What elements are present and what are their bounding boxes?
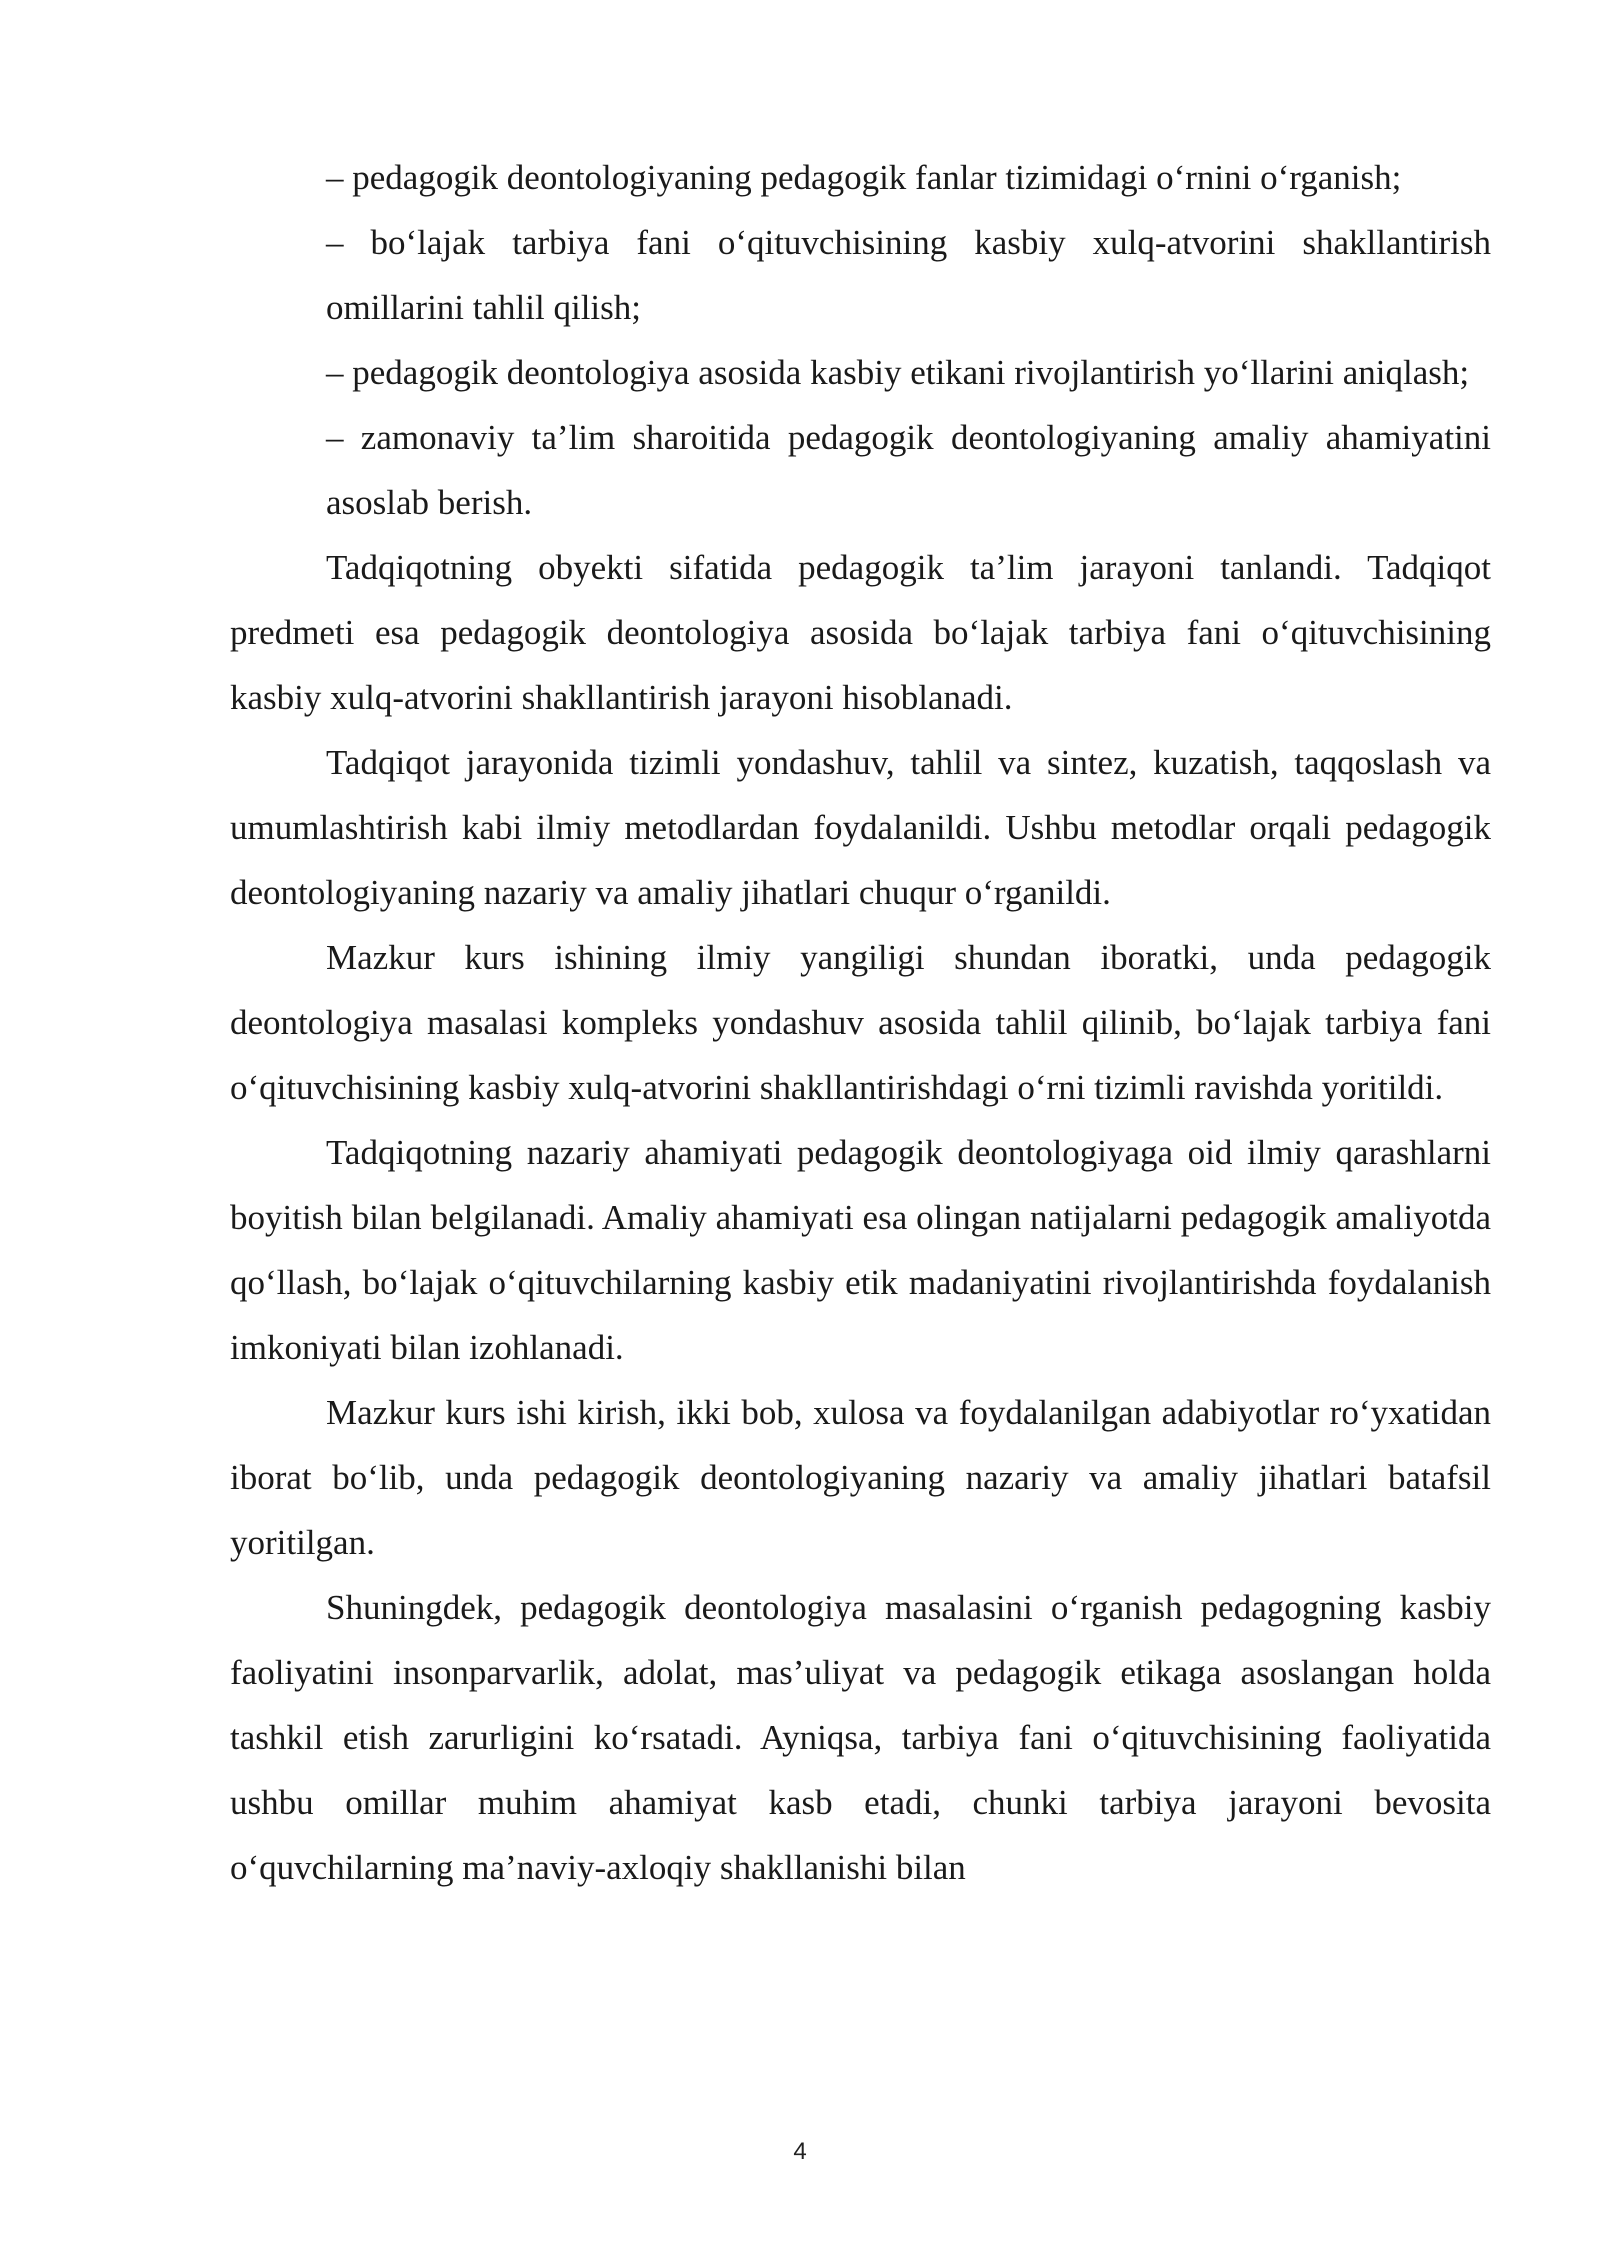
objective-list-item: – pedagogik deontologiya asosida kasbiy etikani rivojlantirish yo‘llarini aniqlash; <box>326 353 1470 392</box>
page-number: 4 <box>793 2138 807 2165</box>
body-paragraph: Shuningdek, pedagogik deontologiya masalasini o‘rganish pedagogning kasbiy faoliyatini insonparvarlik, adolat, mas’uliyat va pedagogik etikaga asoslangan holda tashkil etish zarurligini ko‘rsatadi. Ayniqsa, tarbiya fani o‘qituvchisining faoliyatida ushbu omillar muhim ahamiyat kasb etadi, chunki tarbiya jarayoni bevosita o‘quvchilarning ma’naviy-axloqiy shakllanishi bilan <box>230 1588 1491 1887</box>
objective-list-item: – bo‘lajak tarbiya fani o‘qituvchisining kasbiy xulq-atvorini shakllantirish omillarini tahlil qilish; <box>326 223 1491 327</box>
body-paragraph: Tadqiqot jarayonida tizimli yondashuv, tahlil va sintez, kuzatish, taqqoslash va umumlashtirish kabi ilmiy metodlardan foydalanildi. Ushbu metodlar orqali pedagogik deontologiyaning nazariy va amaliy jihatlari chuqur o‘rganildi. <box>230 743 1491 912</box>
page-body <box>230 145 1491 1900</box>
body-paragraph: Mazkur kurs ishi kirish, ikki bob, xulosa va foydalanilgan adabiyotlar ro‘yxatidan iborat bo‘lib, unda pedagogik deontologiyaning nazariy va amaliy jihatlari batafsil yoritilgan. <box>230 1393 1491 1562</box>
objective-list-item: – pedagogik deontologiyaning pedagogik fanlar tizimidagi o‘rnini o‘rganish; <box>326 158 1402 197</box>
objective-list-item: – zamonaviy ta’lim sharoitida pedagogik deontologiyaning amaliy ahamiyatini asoslab berish. <box>326 418 1491 522</box>
body-paragraph: Tadqiqotning nazariy ahamiyati pedagogik deontologiyaga oid ilmiy qarashlarni boyitish bilan belgilanadi. Amaliy ahamiyati esa olingan natijalarni pedagogik amaliyotda qo‘llash, bo‘lajak o‘qituvchilarning kasbiy etik madaniyatini rivojlantirishda foydalanish imkoniyati bilan izohlanadi. <box>230 1133 1491 1367</box>
body-paragraph: Tadqiqotning obyekti sifatida pedagogik ta’lim jarayoni tanlandi. Tadqiqot predmeti esa pedagogik deontologiya asosida bo‘lajak tarbiya fani o‘qituvchisining kasbiy xulq-atvorini shakllantirish jarayoni hisoblanadi. <box>230 548 1491 717</box>
body-paragraph: Mazkur kurs ishining ilmiy yangiligi shundan iboratki, unda pedagogik deontologiya masalasi kompleks yondashuv asosida tahlil qilinib, bo‘lajak tarbiya fani o‘qituvchisining kasbiy xulq-atvorini shakllantirishdagi o‘rni tizimli ravishda yoritildi. <box>230 938 1491 1107</box>
